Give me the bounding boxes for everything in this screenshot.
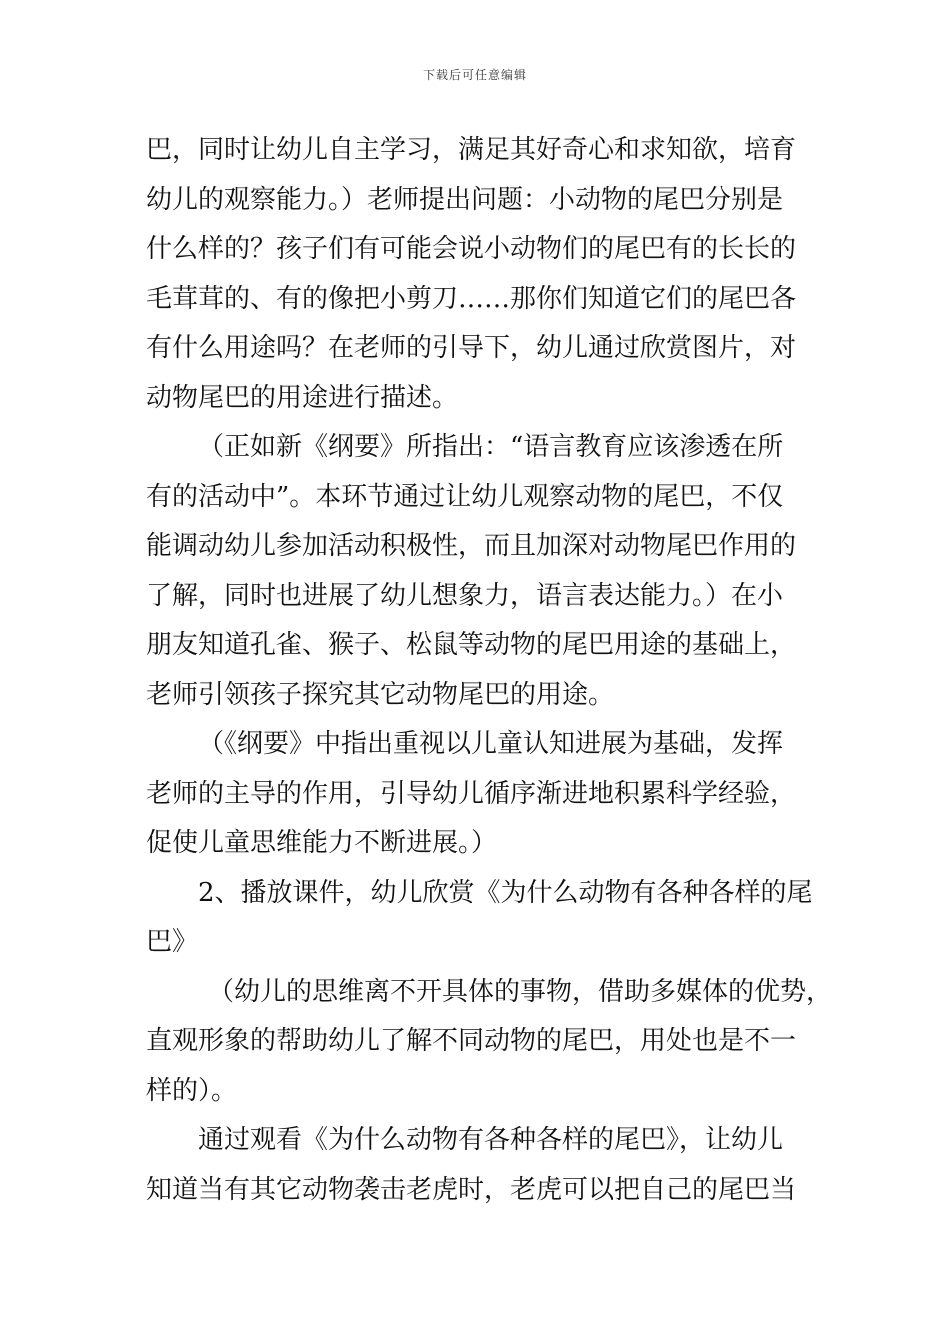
text-line: 毛茸茸的、有的像把小剪刀……那你们知道它们的尾巴各 xyxy=(146,283,797,314)
text-line: 样的）。 xyxy=(146,1075,238,1106)
text-line: 了解，同时也进展了幼儿想象力，语言表达能力。）在小 xyxy=(146,580,784,611)
text-line: 有的活动中”。本环节通过让幼儿观察动物的尾巴，不仅 xyxy=(146,481,784,512)
paragraph-first-line: 通过观看《为什么动物有各种各样的尾巴》，让幼儿 xyxy=(198,1125,784,1155)
text-line: 能调动幼儿参加活动积极性，而且加深对动物尾巴作用的 xyxy=(146,531,797,561)
text-line: 老师的主导的作用，引导幼儿循序渐进地积累科学经验， xyxy=(146,778,797,809)
paragraph-first-line: （正如新《纲要》所指出：“语言教育应该渗透在所 xyxy=(198,432,784,462)
paragraph-first-line: （《纲要》中指出重视以儿童认知进展为基础，发挥 xyxy=(198,729,784,759)
paragraph-first-line: （幼儿的思维离不开具体的事物，借助多媒体的优势， xyxy=(208,976,833,1007)
text-line: 幼儿的观察能力。）老师提出问题：小动物的尾巴分别是 xyxy=(146,184,784,215)
text-line: 知道当有其它动物袭击老虎时，老虎可以把自己的尾巴当 xyxy=(146,1174,797,1205)
text-line: 老师引领孩子探究其它动物尾巴的用途。 xyxy=(146,679,615,710)
text-line: 直观形象的帮助幼儿了解不同动物的尾巴，用处也是不一 xyxy=(146,1026,797,1056)
text-line: 巴》 xyxy=(146,927,199,957)
document-body xyxy=(146,126,833,1215)
paragraph-first-line: 2、播放课件，幼儿欣赏《为什么动物有各种各样的尾 xyxy=(198,877,813,908)
text-line: 动物尾巴的用途进行描述。 xyxy=(146,382,459,413)
page-header-note: 下载后可任意编辑 xyxy=(422,68,527,82)
text-line: 巴，同时让幼儿自主学习，满足其好奇心和求知欲，培育 xyxy=(146,135,797,165)
text-line: 有什么用途吗？在老师的引导下，幼儿通过欣赏图片，对 xyxy=(146,333,797,363)
text-line: 什么样的？孩子们有可能会说小动物们的尾巴有的长长的 xyxy=(146,234,797,264)
text-line: 朋友知道孔雀、猴子、松鼠等动物的尾巴用途的基础上， xyxy=(146,630,797,660)
text-line: 促使儿童思维能力不断进展。） xyxy=(146,828,498,858)
